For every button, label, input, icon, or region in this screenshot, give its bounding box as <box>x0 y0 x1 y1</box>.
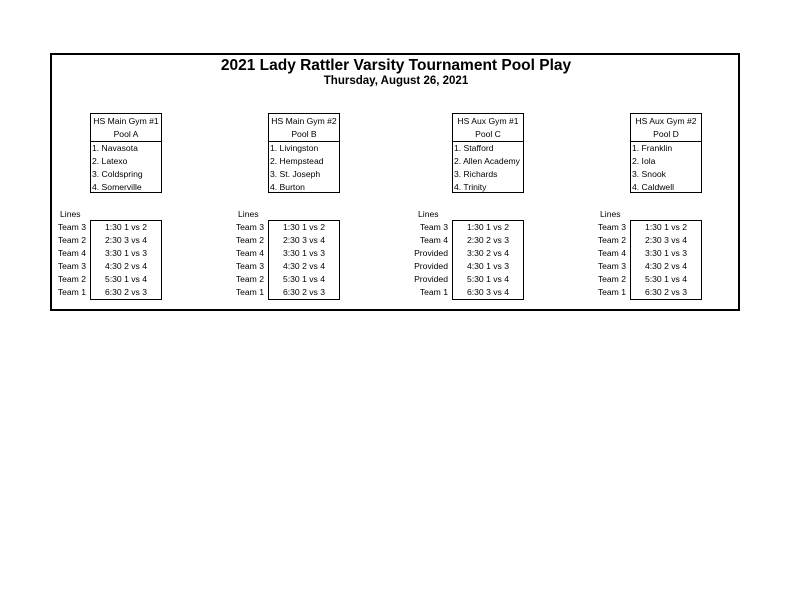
pool-b-name: Pool B <box>291 129 317 139</box>
pool-d-line-judge: Team 4 <box>597 248 626 258</box>
pool-a-game: 6:30 2 vs 3 <box>104 287 148 297</box>
pool-b-game: 1:30 1 vs 2 <box>282 222 326 232</box>
pool-a-line-judge: Team 2 <box>57 274 86 284</box>
pool-c-game: 6:30 3 vs 4 <box>466 287 510 297</box>
pool-c-game: 4:30 1 vs 3 <box>466 261 510 271</box>
pool-a-name: Pool A <box>113 129 139 139</box>
pool-d-line-judge: Team 1 <box>597 287 626 297</box>
page-subtitle: Thursday, August 26, 2021 <box>323 75 469 87</box>
pool-a-game: 2:30 3 vs 4 <box>104 235 148 245</box>
pool-a-team: 1. Navasota <box>92 143 138 153</box>
pool-d-line-judge: Team 3 <box>597 222 626 232</box>
pool-c-line-judge: Provided <box>414 248 448 258</box>
pool-a-game: 3:30 1 vs 3 <box>104 248 148 258</box>
pool-b-team: 3. St. Joseph <box>270 169 321 179</box>
pool-b-game: 3:30 1 vs 3 <box>282 248 326 258</box>
pool-a-team: 3. Coldspring <box>92 169 143 179</box>
pool-d-team: 3. Snook <box>632 169 666 179</box>
pool-b-team: 2. Hempstead <box>270 156 324 166</box>
pool-c-team: 3. Richards <box>454 169 498 179</box>
pool-c-game: 1:30 1 vs 2 <box>466 222 510 232</box>
pool-a-game: 4:30 2 vs 4 <box>104 261 148 271</box>
pool-a-game: 5:30 1 vs 4 <box>104 274 148 284</box>
pool-d-lines-label: Lines <box>600 209 621 219</box>
pool-c-line-judge: Provided <box>414 261 448 271</box>
pool-b-game: 5:30 1 vs 4 <box>282 274 326 284</box>
pool-c-team: 4. Trinity <box>454 182 487 192</box>
pool-c-lines-label: Lines <box>418 209 439 219</box>
pool-a-line-judge: Team 2 <box>57 235 86 245</box>
pool-a-game: 1:30 1 vs 2 <box>104 222 148 232</box>
pool-d-game: 6:30 2 vs 3 <box>644 287 688 297</box>
pool-d-team: 2. Iola <box>632 156 656 166</box>
pool-d-game: 2:30 3 vs 4 <box>644 235 688 245</box>
pool-b-game: 2:30 3 vs 4 <box>282 235 326 245</box>
pool-c-game: 2:30 2 vs 3 <box>466 235 510 245</box>
pool-a-line-judge: Team 3 <box>57 261 86 271</box>
pool-c-name: Pool C <box>475 129 501 139</box>
pool-b-line-judge: Team 4 <box>235 248 264 258</box>
pool-d-line-judge: Team 2 <box>597 235 626 245</box>
pool-d-team: 1. Franklin <box>632 143 673 153</box>
pool-c-line-judge: Provided <box>414 274 448 284</box>
pool-d-game: 3:30 1 vs 3 <box>644 248 688 258</box>
pool-c-gym: HS Aux Gym #1 <box>457 116 519 126</box>
pool-a-line-judge: Team 4 <box>57 248 86 258</box>
pool-b-game: 6:30 2 vs 3 <box>282 287 326 297</box>
pool-c-line-judge: Team 4 <box>419 235 448 245</box>
pool-c-game: 5:30 1 vs 4 <box>466 274 510 284</box>
pool-b-game: 4:30 2 vs 4 <box>282 261 326 271</box>
pool-a-team: 2. Latexo <box>92 156 128 166</box>
pool-d-game: 1:30 1 vs 2 <box>644 222 688 232</box>
pool-b-line-judge: Team 3 <box>235 222 264 232</box>
pool-d-game: 4:30 2 vs 4 <box>644 261 688 271</box>
pool-c-game: 3:30 2 vs 4 <box>466 248 510 258</box>
page-title: 2021 Lady Rattler Varsity Tournament Pool Play <box>220 57 572 74</box>
pool-a-line-judge: Team 1 <box>57 287 86 297</box>
pool-c-line-judge: Team 1 <box>419 287 448 297</box>
pool-d-line-judge: Team 2 <box>597 274 626 284</box>
pool-b-team: 1. Livingston <box>270 143 319 153</box>
pool-c-line-judge: Team 3 <box>419 222 448 232</box>
pool-b-lines-label: Lines <box>238 209 259 219</box>
pool-d-game: 5:30 1 vs 4 <box>644 274 688 284</box>
pool-d-team: 4. Caldwell <box>632 182 675 192</box>
pool-b-line-judge: Team 3 <box>235 261 264 271</box>
pool-b-line-judge: Team 1 <box>235 287 264 297</box>
pool-b-gym: HS Main Gym #2 <box>271 116 337 126</box>
pool-b-line-judge: Team 2 <box>235 274 264 284</box>
pool-b-team: 4. Burton <box>270 182 305 192</box>
pool-a-gym: HS Main Gym #1 <box>93 116 159 126</box>
pool-d-name: Pool D <box>653 129 679 139</box>
pool-d-line-judge: Team 3 <box>597 261 626 271</box>
pool-c-team: 1. Stafford <box>454 143 494 153</box>
pool-a-team: 4. Somerville <box>92 182 142 192</box>
pool-c-team: 2. Allen Academy <box>454 156 520 166</box>
pool-b-line-judge: Team 2 <box>235 235 264 245</box>
pool-a-lines-label: Lines <box>60 209 81 219</box>
pool-d-gym: HS Aux Gym #2 <box>635 116 697 126</box>
pool-a-line-judge: Team 3 <box>57 222 86 232</box>
